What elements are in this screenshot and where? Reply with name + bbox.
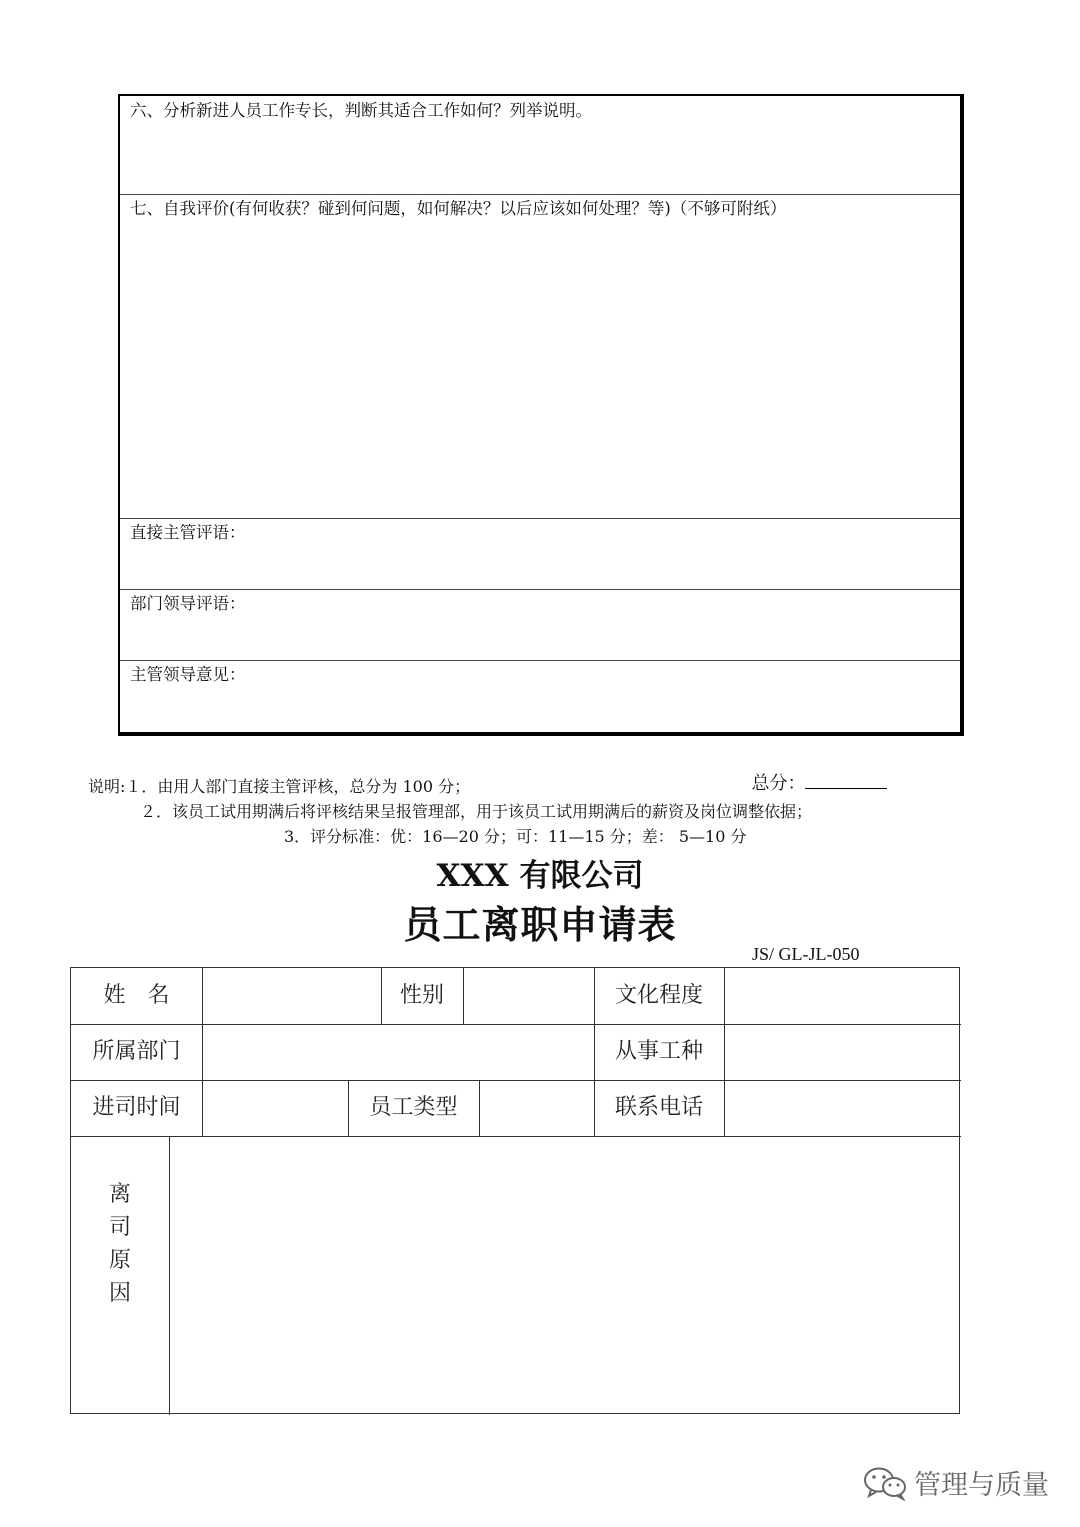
phone-field[interactable] [725, 1080, 961, 1136]
gender-field[interactable] [464, 968, 594, 1024]
evaluation-form-box [118, 94, 964, 736]
name-label: 姓 名 [103, 983, 170, 1008]
join-date-label: 进司时间 [92, 1095, 181, 1120]
watermark-text: 管理与质量 [914, 1470, 1049, 1501]
resignation-reason-field[interactable] [170, 1137, 961, 1413]
total-score [740, 748, 887, 795]
education-label: 文化程度 [614, 983, 703, 1008]
reason-char: 司 [108, 1215, 131, 1240]
note-1: 说明:１．由用人部门直接主管评核，总分为 100 分； [88, 777, 471, 796]
gender-label: 性别 [399, 983, 444, 1008]
department-field[interactable] [203, 1024, 594, 1080]
wechat-icon [862, 1465, 908, 1501]
phone-label: 联系电话 [614, 1095, 703, 1120]
total-score-label: 总分： [751, 773, 806, 794]
form-code: JS/ GL-JL-050 [752, 944, 860, 964]
company-name: XXX 有限公司 [436, 858, 644, 894]
form-title: 员工离职申请表 [403, 902, 677, 947]
employee-type-field[interactable] [480, 1080, 594, 1136]
name-field[interactable] [203, 968, 381, 1024]
note-3: 3．评分标准：优：16—20 分；可：11—15 分；差： 5—10 分 [284, 827, 747, 846]
direct-supervisor-label: 直接主管评语： [130, 523, 246, 542]
dept-leader-row [120, 589, 960, 661]
q7-label: 七、自我评价(有何收获？碰到何问题，如何解决？以后应该如何处理？等)（不够可附纸） [130, 199, 787, 218]
resignation-reason-label [71, 1136, 169, 1415]
reason-char: 原 [108, 1248, 131, 1273]
q6-label: 六、分析新进人员工作专长，判断其适合工作如何？列举说明。 [130, 101, 592, 120]
q6-row [120, 96, 960, 195]
resignation-table [70, 967, 960, 1414]
watermark [862, 1463, 1049, 1502]
total-score-blank[interactable] [805, 770, 887, 789]
reason-char: 离 [108, 1182, 131, 1207]
q7-row [120, 194, 960, 519]
chief-opinion-row [120, 660, 960, 732]
chief-opinion-label: 主管领导意见： [130, 665, 246, 684]
join-date-field[interactable] [203, 1080, 348, 1136]
department-label: 所属部门 [92, 1039, 181, 1064]
job-type-field[interactable] [725, 1024, 961, 1080]
job-type-label: 从事工种 [614, 1039, 703, 1064]
education-field[interactable] [725, 968, 961, 1024]
note-2: ２．该员工试用期满后将评核结果呈报管理部，用于该员工试用期满后的薪资及岗位调整依据； [140, 802, 813, 821]
direct-supervisor-row [120, 518, 960, 590]
employee-type-label: 员工类型 [369, 1095, 458, 1120]
reason-char: 因 [108, 1281, 131, 1306]
dept-leader-label: 部门领导评语： [130, 594, 246, 613]
